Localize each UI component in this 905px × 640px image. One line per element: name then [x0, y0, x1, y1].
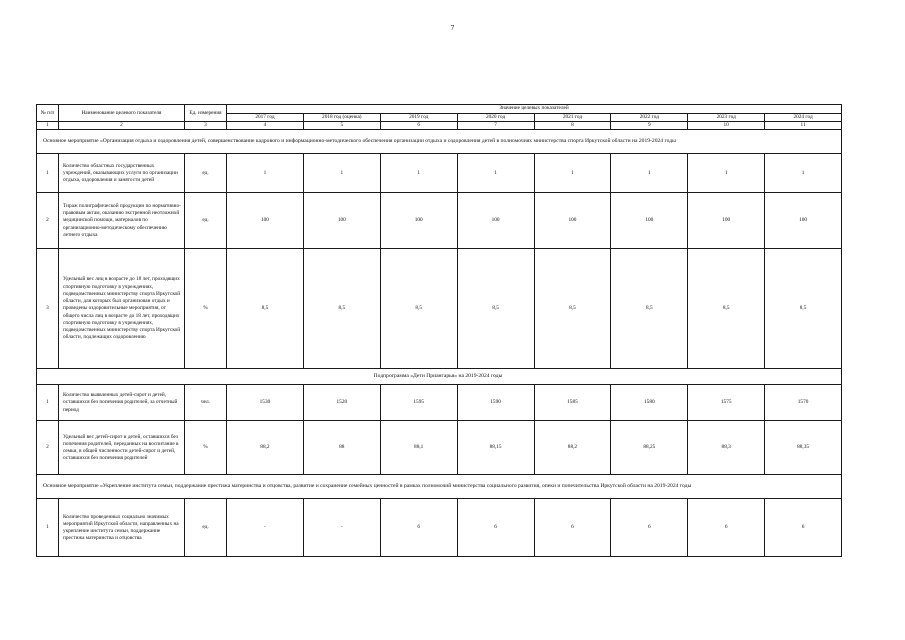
section-title: Подпрограмма «Дети Приангарья» на 2019-2024 годы: [37, 369, 842, 385]
value-cell: 1: [765, 154, 842, 193]
section-title: Основное мероприятие «Укрепление института семьи, поддержание престижа материнства и отцовства, развитие и сохранение семейных ценностей в рамках полномочий министерства социального развития, опеки и попечительства Иркутской области на 2019-2024 годы: [37, 475, 842, 499]
value-cell: 6: [457, 499, 534, 557]
value-cell: 100: [611, 193, 688, 249]
value-cell: 1575: [688, 385, 765, 421]
header-year: 2020 год: [457, 114, 534, 122]
header-year: 2017 год: [227, 114, 304, 122]
page-number: 7: [450, 24, 455, 32]
unit-cell: %: [185, 249, 227, 369]
indicator-name: Удельный вес детей-сирот и детей, оставшихся без попечения родителей, переданных на воспитание в семьи, в общей численности детей-сирот и детей, оставшихся без попечения родителей: [59, 421, 185, 475]
value-cell: 8,5: [611, 249, 688, 369]
header-num: № п/п: [37, 105, 59, 122]
value-cell: 1: [611, 154, 688, 193]
value-cell: 88,15: [457, 421, 534, 475]
column-index-row: [37, 122, 842, 130]
value-cell: 6: [688, 499, 765, 557]
row-number: 1: [37, 154, 59, 193]
header-year: 2023 год: [688, 114, 765, 122]
unit-cell: %: [185, 421, 227, 475]
column-index: 3: [185, 122, 227, 130]
value-cell: -: [227, 499, 304, 557]
section-row: [37, 369, 842, 385]
value-cell: 100: [227, 193, 304, 249]
value-cell: 8,5: [227, 249, 304, 369]
value-cell: 1570: [765, 385, 842, 421]
section-row: [37, 130, 842, 154]
column-index: 4: [227, 122, 304, 130]
column-index: 11: [765, 122, 842, 130]
value-cell: 8,5: [534, 249, 611, 369]
value-cell: 88,25: [611, 421, 688, 475]
column-index: 6: [380, 122, 457, 130]
header-year: 2024 год: [765, 114, 842, 122]
header-year: 2021 год: [534, 114, 611, 122]
column-index: 10: [688, 122, 765, 130]
column-index: 8: [534, 122, 611, 130]
value-cell: 1530: [227, 385, 304, 421]
indicator-name: Количество выявленных детей-сирот и детей, оставшихся без попечения родителей, за отчетный период: [59, 385, 185, 421]
value-cell: 1: [457, 154, 534, 193]
value-cell: 6: [534, 499, 611, 557]
value-cell: 1: [380, 154, 457, 193]
value-cell: 100: [534, 193, 611, 249]
unit-cell: чел.: [185, 385, 227, 421]
section-title: Основное мероприятие «Организация отдыха и оздоровления детей, совершенствование кадрового и информационно-методического обеспечения организации отдыха и оздоровления детей в полномочиях министерства спорта Иркутской области на 2019-2024 годы: [37, 130, 842, 154]
indicator-name: Тираж полиграфической продукции по нормативно-правовым актам, оказанию экстренной неотложной медицинской помощи, материалов по организационно-методическому обеспечению летнего отдыха: [59, 193, 185, 249]
column-index: 5: [303, 122, 380, 130]
unit-cell: ед.: [185, 193, 227, 249]
value-cell: 100: [765, 193, 842, 249]
value-cell: 8,5: [457, 249, 534, 369]
value-cell: 88,2: [534, 421, 611, 475]
value-cell: 88,1: [380, 421, 457, 475]
value-cell: 1590: [457, 385, 534, 421]
indicator-name: Количество проведенных социально значимых мероприятий Иркутской области, направленных на укрепление института семьи, поддержание престижа материнства и отцовства: [59, 499, 185, 557]
indicator-name: Удельный вес лиц в возрасте до 18 лет, проходящих спортивную подготовку в учреждениях, подведомственных министерству спорта Иркутской области, для которых был организован отдых и проведены оздоровительные мероприятия, от общего числа лиц в возрасте до 18 лет, проходящих спортивную подготовку в учреждениях, подведомственных министерству спорта Иркутской области, подлежащих оздоровлению: [59, 249, 185, 369]
column-index: 7: [457, 122, 534, 130]
header-year: 2022 год: [611, 114, 688, 122]
value-cell: 8,5: [765, 249, 842, 369]
value-cell: 1580: [611, 385, 688, 421]
header-group: Значение целевых показателей: [227, 105, 842, 114]
column-index: 9: [611, 122, 688, 130]
value-cell: 1: [534, 154, 611, 193]
value-cell: 8,5: [303, 249, 380, 369]
header-unit: Ед. измерения: [185, 105, 227, 122]
table-row: [37, 385, 842, 421]
table-row: [37, 154, 842, 193]
header-year: 2018 год (оценка): [303, 114, 380, 122]
value-cell: -: [303, 499, 380, 557]
value-cell: 6: [765, 499, 842, 557]
value-cell: 1520: [303, 385, 380, 421]
value-cell: 1: [227, 154, 304, 193]
row-number: 1: [37, 385, 59, 421]
row-number: 1: [37, 499, 59, 557]
indicators-table: [36, 104, 842, 557]
value-cell: 88,2: [227, 421, 304, 475]
column-index: 1: [37, 122, 59, 130]
value-cell: 100: [688, 193, 765, 249]
value-cell: 100: [380, 193, 457, 249]
value-cell: 8,5: [688, 249, 765, 369]
value-cell: 1: [303, 154, 380, 193]
table-row: [37, 499, 842, 557]
row-number: 3: [37, 249, 59, 369]
unit-cell: ед.: [185, 499, 227, 557]
table-row: [37, 193, 842, 249]
header-year: 2019 год: [380, 114, 457, 122]
indicator-name: Количество областных государственных учреждений, оказывающих услуги по организации отдыха, оздоровления и занятости детей: [59, 154, 185, 193]
column-index: 2: [59, 122, 185, 130]
header-row: [37, 105, 842, 114]
value-cell: 8,5: [380, 249, 457, 369]
value-cell: 100: [303, 193, 380, 249]
value-cell: 88,35: [765, 421, 842, 475]
row-number: 2: [37, 193, 59, 249]
value-cell: 88: [303, 421, 380, 475]
table-row: [37, 249, 842, 369]
unit-cell: ед.: [185, 154, 227, 193]
value-cell: 1595: [380, 385, 457, 421]
value-cell: 100: [457, 193, 534, 249]
row-number: 2: [37, 421, 59, 475]
value-cell: 1585: [534, 385, 611, 421]
value-cell: 6: [380, 499, 457, 557]
value-cell: 6: [611, 499, 688, 557]
value-cell: 1: [688, 154, 765, 193]
table-row: [37, 421, 842, 475]
section-row: [37, 475, 842, 499]
header-name: Наименование целевого показателя: [59, 105, 185, 122]
value-cell: 88,3: [688, 421, 765, 475]
